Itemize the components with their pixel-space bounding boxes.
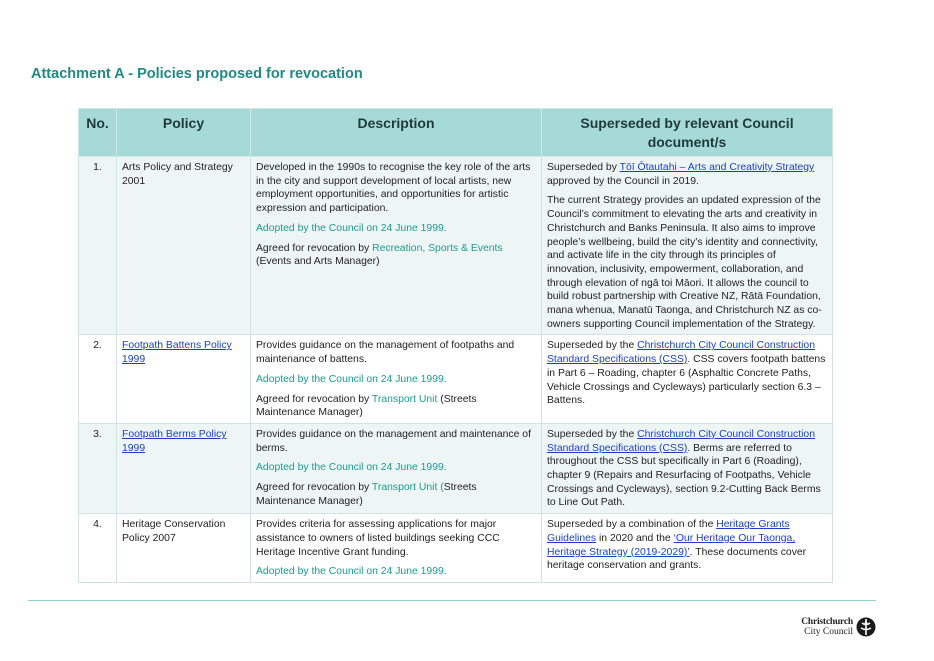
superseded-prefix: Superseded by the	[547, 428, 638, 440]
superseded-cell	[542, 157, 833, 335]
table-row	[79, 335, 833, 424]
agreed-prefix: Agreed for revocation by	[256, 393, 372, 405]
table-row	[79, 157, 833, 335]
agreed-prefix: Agreed for revocation by	[256, 482, 372, 494]
adopted-text: Adopted by the Council on 24 June 1999.	[256, 462, 447, 474]
superseded-suffix: . These documents cover heritage conservation and grants.	[547, 546, 807, 572]
description-cell	[251, 423, 542, 513]
cathedral-logo-icon	[856, 617, 876, 637]
row-number: 4.	[79, 514, 117, 583]
superseded-cell	[542, 335, 833, 424]
header-policy: Policy	[117, 109, 251, 157]
superseded-prefix: Superseded by	[547, 162, 620, 173]
superseded-text	[547, 428, 827, 510]
footer-divider	[28, 600, 876, 601]
agreed-suffix: Streets Maintenance Manager)	[256, 482, 477, 507]
description-cell	[251, 335, 542, 424]
policies-table	[78, 108, 833, 583]
table-row	[79, 423, 833, 513]
agreed-unit: Transport Unit	[371, 393, 438, 405]
policy-name: Heritage Conservation Policy 2007	[117, 514, 251, 583]
description-cell	[251, 157, 542, 335]
table-row	[79, 514, 833, 583]
adopted-text: Adopted by the Council on 24 June 1999.	[256, 222, 447, 234]
agreed-prefix: Agreed for revocation by	[256, 242, 373, 254]
policy-name-cell	[117, 423, 251, 513]
header-description: Description	[251, 109, 542, 157]
strategy-link[interactable]: Tōī Ōtautahi – Arts and Creativity Strategy	[619, 162, 815, 173]
heritage-strategy-link[interactable]: ‘Our Heritage Our Taonga, Heritage Strategy (2019-2029)’	[547, 532, 796, 558]
superseded-text	[547, 518, 827, 573]
superseded-suffix: . CSS covers footpath battens in Part 6 – Roading, chapter 6 (Asphaltic Concrete Paths, Vehicle Crossings and Cycleways) particularly section 6.3 – Battens.	[547, 354, 826, 407]
adopted-text: Adopted by the Council on 24 June 1999.	[256, 566, 447, 578]
page-title: Attachment A - Policies proposed for revocation	[31, 66, 363, 82]
table-header-row	[79, 109, 833, 157]
superseded-extra-text: The current Strategy provides an updated expression of the Council’s commitment to elevating the arts and creativity in Christchurch and Banks Peninsula. It also aims to improve people’s wellbeing, build the city’s identity and connectivity, and activate life in the city through its principles of innovation, inclusivity, empowerment, collaboration, and through elevation of ngā toi Māori. It allows the council to build robust partnership with Creative NZ, Rātā Foundation, mana whenua, Manatū Taonga, and Christchurch NZ as co-owners supporting Council implementation of the Strategy.	[547, 195, 822, 330]
heritage-guidelines-link[interactable]: Heritage Grants Guidelines	[547, 519, 790, 544]
header-no: No.	[79, 109, 117, 157]
agreed-text	[256, 242, 536, 269]
superseded-suffix: . Berms are referred to throughout the CSS but specifically in Part 6 (Roading), chapter 9 (Repairs and Resurfacing of Footpaths, Vehicle Crossings and Cycleways), section 9.2-Cutting Back Berms to Line Out Path.	[547, 442, 821, 509]
agreed-unit: Transport Unit (	[371, 482, 444, 494]
superseded-mid: in 2020 and the	[596, 532, 674, 544]
superseded-text	[547, 339, 827, 408]
logo-line1: Christchurch	[801, 617, 853, 627]
description-text: Provides criteria for assessing applications for major assistance to owners of listed buildings seeking CCC Heritage Incentive Grant funding.	[256, 519, 500, 558]
agreed-text	[256, 481, 536, 508]
header-superseded: Superseded by relevant Council document/s	[542, 109, 833, 157]
agreed-suffix: (Streets Maintenance Manager)	[256, 393, 477, 419]
description-text: Developed in the 1990s to recognise the key role of the arts in the city and support development of local artists, new employment opportunities, and opportunities for artistic expression and participation.	[256, 162, 531, 215]
superseded-suffix: approved by the Council in 2019.	[547, 175, 699, 187]
css-link[interactable]: Christchurch City Council Construction Standard Specifications (CSS)	[547, 340, 815, 366]
row-number: 3.	[79, 423, 117, 513]
policy-link[interactable]: Footpath Battens Policy 1999	[122, 340, 232, 366]
row-number: 1.	[79, 157, 117, 335]
policy-link[interactable]: Footpath Berms Policy 1999	[122, 428, 227, 454]
adopted-text: Adopted by the Council on 24 June 1999.	[256, 373, 447, 385]
superseded-prefix: Superseded by the	[547, 340, 638, 352]
superseded-cell	[542, 423, 833, 513]
superseded-cell	[542, 514, 833, 583]
agreed-text	[256, 393, 536, 420]
superseded-text	[547, 161, 827, 188]
row-number: 2.	[79, 335, 117, 424]
logo-text	[797, 618, 853, 637]
css-link[interactable]: Christchurch City Council Construction Standard Specifications (CSS)	[547, 428, 815, 454]
description-cell	[251, 514, 542, 583]
policy-name-cell	[117, 335, 251, 424]
description-text: Provides guidance on the management and maintenance of berms.	[256, 428, 531, 454]
agreed-suffix: (Events and Arts Manager)	[256, 256, 380, 268]
agreed-unit: Recreation, Sports & Events	[372, 242, 503, 254]
policy-name: Arts Policy and Strategy 2001	[117, 157, 251, 335]
superseded-prefix: Superseded by a combination of the	[547, 519, 717, 531]
description-text: Provides guidance on the management of footpaths and maintenance of battens.	[256, 340, 515, 366]
logo-line2: City Council	[804, 626, 853, 637]
